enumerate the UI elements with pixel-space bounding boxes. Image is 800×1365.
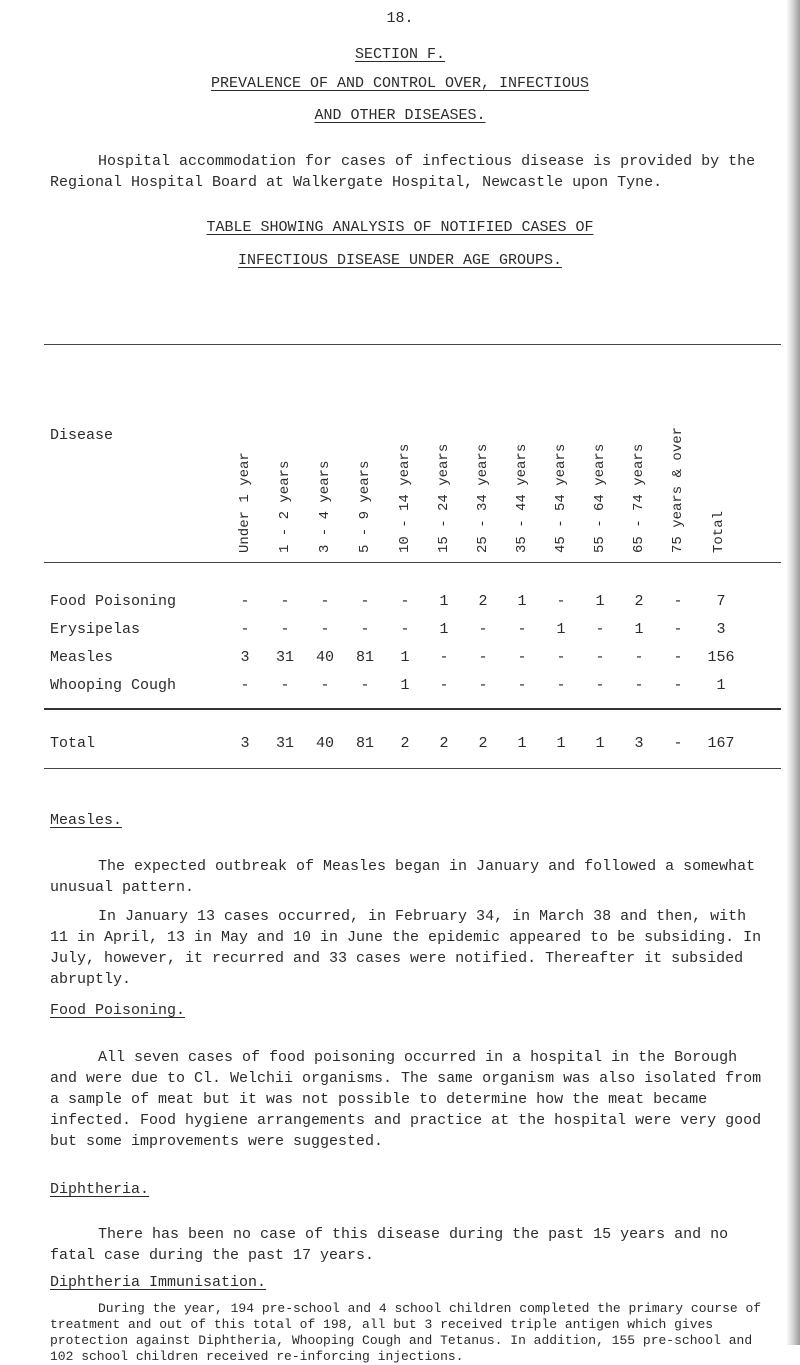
- measles-paragraph-2: In January 13 cases occurred, in February 34, in March 38 and then, with 11 in April, 13 in May and 10 in June the epidemic appeared to be subsiding. In July, however, it recurred and 33 cases were notified. Thereafter it subsided abruptly.: [50, 908, 762, 988]
- table-cell: 1: [439, 593, 449, 610]
- table-cell: -: [634, 677, 644, 694]
- total-cell: 1: [556, 735, 566, 752]
- row-label-whooping-cough: Whooping Cough: [50, 677, 177, 694]
- table-title-line-1: TABLE SHOWING ANALYSIS OF NOTIFIED CASES OF: [206, 219, 594, 236]
- table-cell: -: [673, 621, 683, 638]
- table-cell: 1: [517, 593, 527, 610]
- col-header-under-1: Under 1 year: [237, 452, 253, 553]
- food-poisoning-paragraph: All seven cases of food poisoning occurred in a hospital in the Borough and were due to Cl. Welchii organisms. The same organism was also isolated from a sample of meat but it was not possible to determine how the meat became infected. Food hygiene arrangements and practice at the hospital were very good but some improvements were suggested.: [50, 1049, 762, 1150]
- total-cell: 31: [275, 735, 294, 752]
- table-cell: 1: [556, 621, 566, 638]
- col-header-25-34: 25 - 34 years: [475, 443, 491, 553]
- col-header-3-4: 3 - 4 years: [317, 460, 333, 553]
- table-cell: -: [556, 649, 566, 666]
- col-header-5-9: 5 - 9 years: [357, 460, 373, 553]
- table-cell: -: [360, 593, 370, 610]
- table-rule-body: [44, 708, 781, 710]
- row-label-erysipelas: Erysipelas: [50, 621, 141, 638]
- table-cell: 2: [634, 593, 644, 610]
- total-cell: -: [673, 735, 683, 752]
- table-cell-total: 156: [707, 649, 735, 666]
- row-label-food-poisoning: Food Poisoning: [50, 593, 177, 610]
- table-cell: -: [595, 649, 605, 666]
- table-cell: -: [673, 593, 683, 610]
- col-header-total: Total: [711, 510, 727, 553]
- table-cell: -: [240, 677, 250, 694]
- table-cell: 40: [315, 649, 334, 666]
- total-cell: 2: [439, 735, 449, 752]
- total-cell: 1: [595, 735, 605, 752]
- page-number: 18.: [386, 10, 414, 27]
- table-cell: -: [439, 677, 449, 694]
- table-cell: -: [556, 593, 566, 610]
- row-label-measles: Measles: [50, 649, 114, 666]
- table-cell: -: [240, 593, 250, 610]
- table-cell: -: [595, 621, 605, 638]
- page-edge-shadow: [786, 0, 800, 1345]
- table-cell: 1: [400, 649, 410, 666]
- food-poisoning-heading: Food Poisoning.: [50, 1002, 186, 1019]
- total-cell: 2: [400, 735, 410, 752]
- total-cell: 2: [478, 735, 488, 752]
- table-rule-header: [44, 562, 781, 563]
- table-cell: -: [320, 677, 330, 694]
- table-cell: -: [595, 677, 605, 694]
- table-cell-total: 1: [716, 677, 726, 694]
- col-header-65-74: 65 - 74 years: [631, 443, 647, 553]
- table-cell: -: [673, 649, 683, 666]
- measles-heading: Measles.: [50, 812, 123, 829]
- table-cell: -: [478, 649, 488, 666]
- disease-column-header: Disease: [50, 427, 114, 444]
- total-cell: 1: [517, 735, 527, 752]
- table-cell: -: [320, 593, 330, 610]
- measles-paragraph-1: The expected outbreak of Measles began in January and followed a somewhat unusual pattern.: [50, 858, 756, 896]
- table-cell: -: [673, 677, 683, 694]
- total-cell: 3: [634, 735, 644, 752]
- table-cell: -: [517, 649, 527, 666]
- table-cell: -: [280, 593, 290, 610]
- grand-total-cell: 167: [707, 735, 735, 752]
- table-cell: 1: [634, 621, 644, 638]
- table-cell: -: [517, 621, 527, 638]
- table-cell: -: [478, 677, 488, 694]
- table-cell: 31: [275, 649, 294, 666]
- diphtheria-heading: Diphtheria.: [50, 1181, 150, 1198]
- table-cell: 1: [595, 593, 605, 610]
- table-cell: -: [634, 649, 644, 666]
- diphtheria-paragraph: There has been no case of this disease during the past 15 years and no fatal case during the past 17 years.: [50, 1226, 729, 1264]
- table-cell: -: [478, 621, 488, 638]
- table-cell: -: [360, 621, 370, 638]
- table-cell: -: [280, 677, 290, 694]
- total-cell: 3: [240, 735, 250, 752]
- table-cell: -: [320, 621, 330, 638]
- col-header-15-24: 15 - 24 years: [436, 443, 452, 553]
- heading-line-1: PREVALENCE OF AND CONTROL OVER, INFECTIOUS: [210, 75, 590, 92]
- table-cell: -: [280, 621, 290, 638]
- table-title-line-2: INFECTIOUS DISEASE UNDER AGE GROUPS.: [237, 252, 563, 269]
- table-cell: -: [517, 677, 527, 694]
- col-header-1-2: 1 - 2 years: [277, 460, 293, 553]
- immunisation-heading: Diphtheria Immunisation.: [50, 1274, 267, 1291]
- col-header-75-over: 75 years & over: [670, 426, 686, 553]
- total-cell: 40: [315, 735, 334, 752]
- table-cell: 81: [355, 649, 374, 666]
- col-header-35-44: 35 - 44 years: [514, 443, 530, 553]
- table-cell: -: [240, 621, 250, 638]
- immunisation-paragraph: During the year, 194 pre-school and 4 school children completed the primary course of treatment and out of this total of 198, all but 3 received triple antigen which gives protection against Diphtheria, Whooping Cough and Tetanus. In addition, 155 pre-school and 102 school children received re-inforcing injections.: [50, 1301, 762, 1364]
- table-cell-total: 7: [716, 593, 726, 610]
- table-cell: 3: [240, 649, 250, 666]
- table-cell: -: [360, 677, 370, 694]
- table-rule-bottom: [44, 768, 781, 769]
- intro-paragraph: Hospital accommodation for cases of infectious disease is provided by the Regional Hospital Board at Walkergate Hospital, Newcastle upon Tyne.: [50, 153, 756, 191]
- col-header-55-64: 55 - 64 years: [592, 443, 608, 553]
- table-rule-top: [44, 344, 781, 345]
- row-label-total: Total: [50, 735, 96, 752]
- table-cell: -: [556, 677, 566, 694]
- table-cell: 1: [400, 677, 410, 694]
- section-title: SECTION F.: [354, 46, 445, 63]
- table-cell-total: 3: [716, 621, 726, 638]
- table-cell: -: [400, 621, 410, 638]
- table-cell: -: [439, 649, 449, 666]
- table-cell: 1: [439, 621, 449, 638]
- table-cell: -: [400, 593, 410, 610]
- col-header-45-54: 45 - 54 years: [553, 443, 569, 553]
- col-header-10-14: 10 - 14 years: [397, 443, 413, 553]
- total-cell: 81: [355, 735, 374, 752]
- heading-line-2: AND OTHER DISEASES.: [314, 107, 486, 124]
- table-cell: 2: [478, 593, 488, 610]
